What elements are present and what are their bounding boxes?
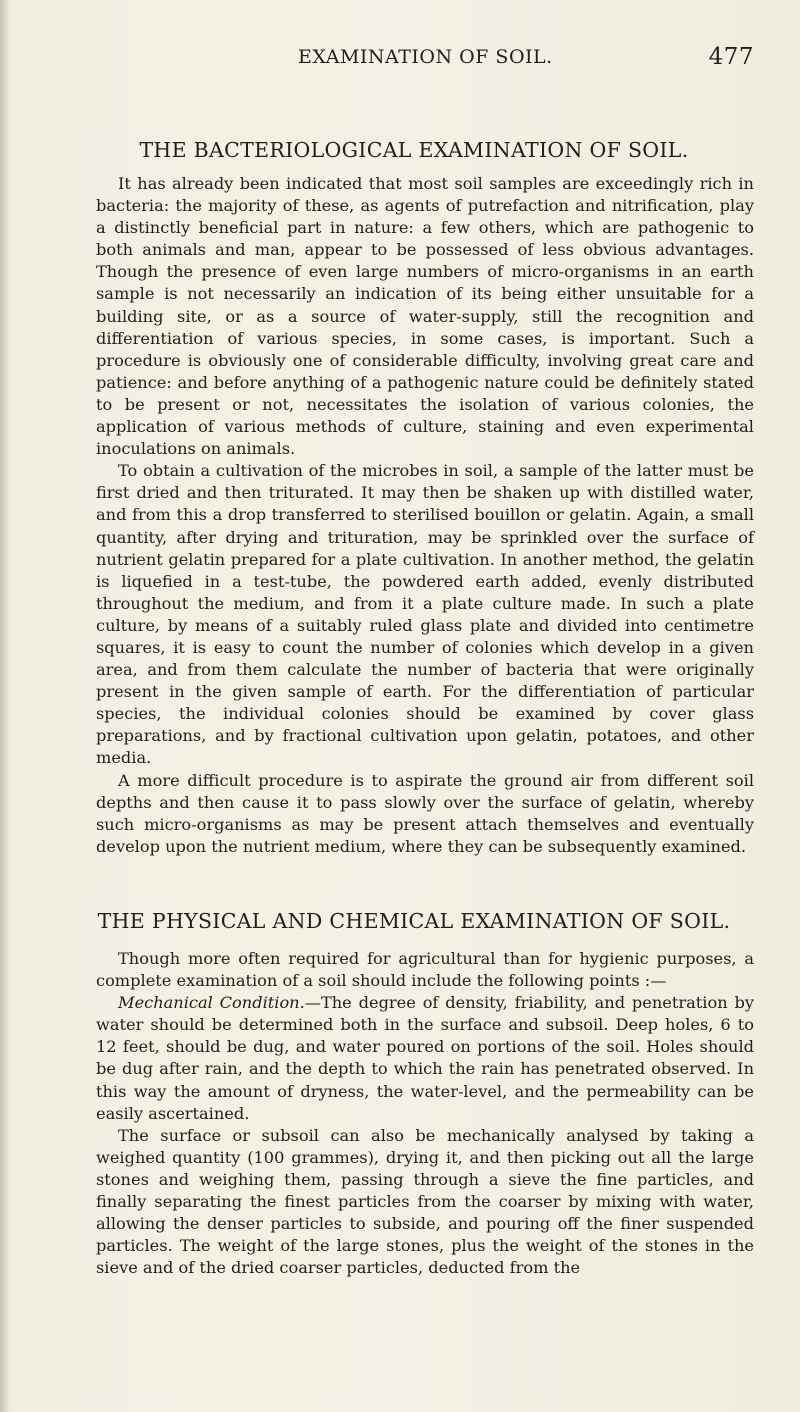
physical-chemical-section-body [96,948,754,1279]
paragraph-intro: Though more often required for agricultural than for hygienic purposes, a complete examination of a soil should include the following points :— [96,949,754,991]
section-heading-bacteriological: THE BACTERIOLOGICAL EXAMINATION OF SOIL. [139,138,689,162]
page-spine-shadow [0,0,9,1412]
paragraph: A more difficult procedure is to aspirate the ground air from different soil depths and then cause it to pass slowly over the surface of gelatin, whereby such micro-organisms as may be present attach themselves and eventually develop upon the nutrient medium, where they can be subsequently examined. [96,770,754,856]
paragraph: It has already been indicated that most soil samples are exceedingly rich in bacteria: the majority of these, as agents of putrefaction and nitrification, play a distinctly beneficial part in nature: a few others, which are pathogenic to both animals and man, appear to be possessed of less obvious advantages. Though the presence of even large numbers of micro-organisms in an earth sample is not necessarily an indication of its being either unsuitable for a building site, or as a source of water-supply, still the recognition and differentiation of various species, in some cases, is important. Such a procedure is obviously one of considerable difficulty, involving great care and patience: and before anything of a pathogenic nature could be definitely stated to be present or not, necessitates the isolation of various colonies, the application of various methods of culture, staining and even experimental inoculations on animals. [96,174,754,459]
mechanical-condition-label: Mechanical Condition. [118,993,305,1013]
page-number: 477 [708,44,754,70]
paragraph-mechanical-condition [96,992,754,1125]
bacteriological-section-body [96,173,754,858]
paragraph-closing: The surface or subsoil can also be mechanically analysed by taking a weighed quantity (100 grammes), drying it, and then picking out all the large stones and weighing them, passing through a sieve the fine particles, and finally separating the finest particles from the coarser by mixing with water, allowing the denser particles to subside, and pouring off the finer suspended particles. The weight of the large stones, plus the weight of the stones in the sieve and of the dried coarser particles, deducted from the [96,1125,754,1278]
running-head: EXAMINATION OF SOIL. [298,46,553,68]
paragraph: To obtain a cultivation of the microbes in soil, a sample of the latter must be first dried and then triturated. It may then be shaken up with distilled water, and from this a drop transferred to sterilised bouillon or gelatin. Again, a small quantity, after drying and trituration, may be sprinkled over the surface of nutrient gelatin prepared for a plate cultivation. In another method, the gelatin is liquefied in a test-tube, the powdered earth added, evenly distributed throughout the medium, and from it a plate culture made. In such a plate culture, by means of a suitably ruled glass plate and divided into centimetre squares, it is easy to count the number of colonies which develop in a given area, and from them calculate the number of bacteria that were originally present in the given sample of earth. For the differentiation of particular species, the individual colonies should be examined by cover glass preparations, and by fractional cultivation upon gelatin, potatoes, and other media. [96,461,754,768]
section-heading-physical-chemical: THE PHYSICAL AND CHEMICAL EXAMINATION OF SOIL. [97,909,731,933]
page-header [96,46,754,76]
mechanical-condition-text: —The degree of density, friability, and penetration by water should be determined both in the surface and subsoil. Deep holes, 6 to 12 feet, should be dug, and water poured on portions of the soil. Holes should be dug after rain, and the depth to which the rain has penetrated observed. In this way the amount of dryness, the water-level, and the permeability can be easily ascertained. [96,993,754,1123]
